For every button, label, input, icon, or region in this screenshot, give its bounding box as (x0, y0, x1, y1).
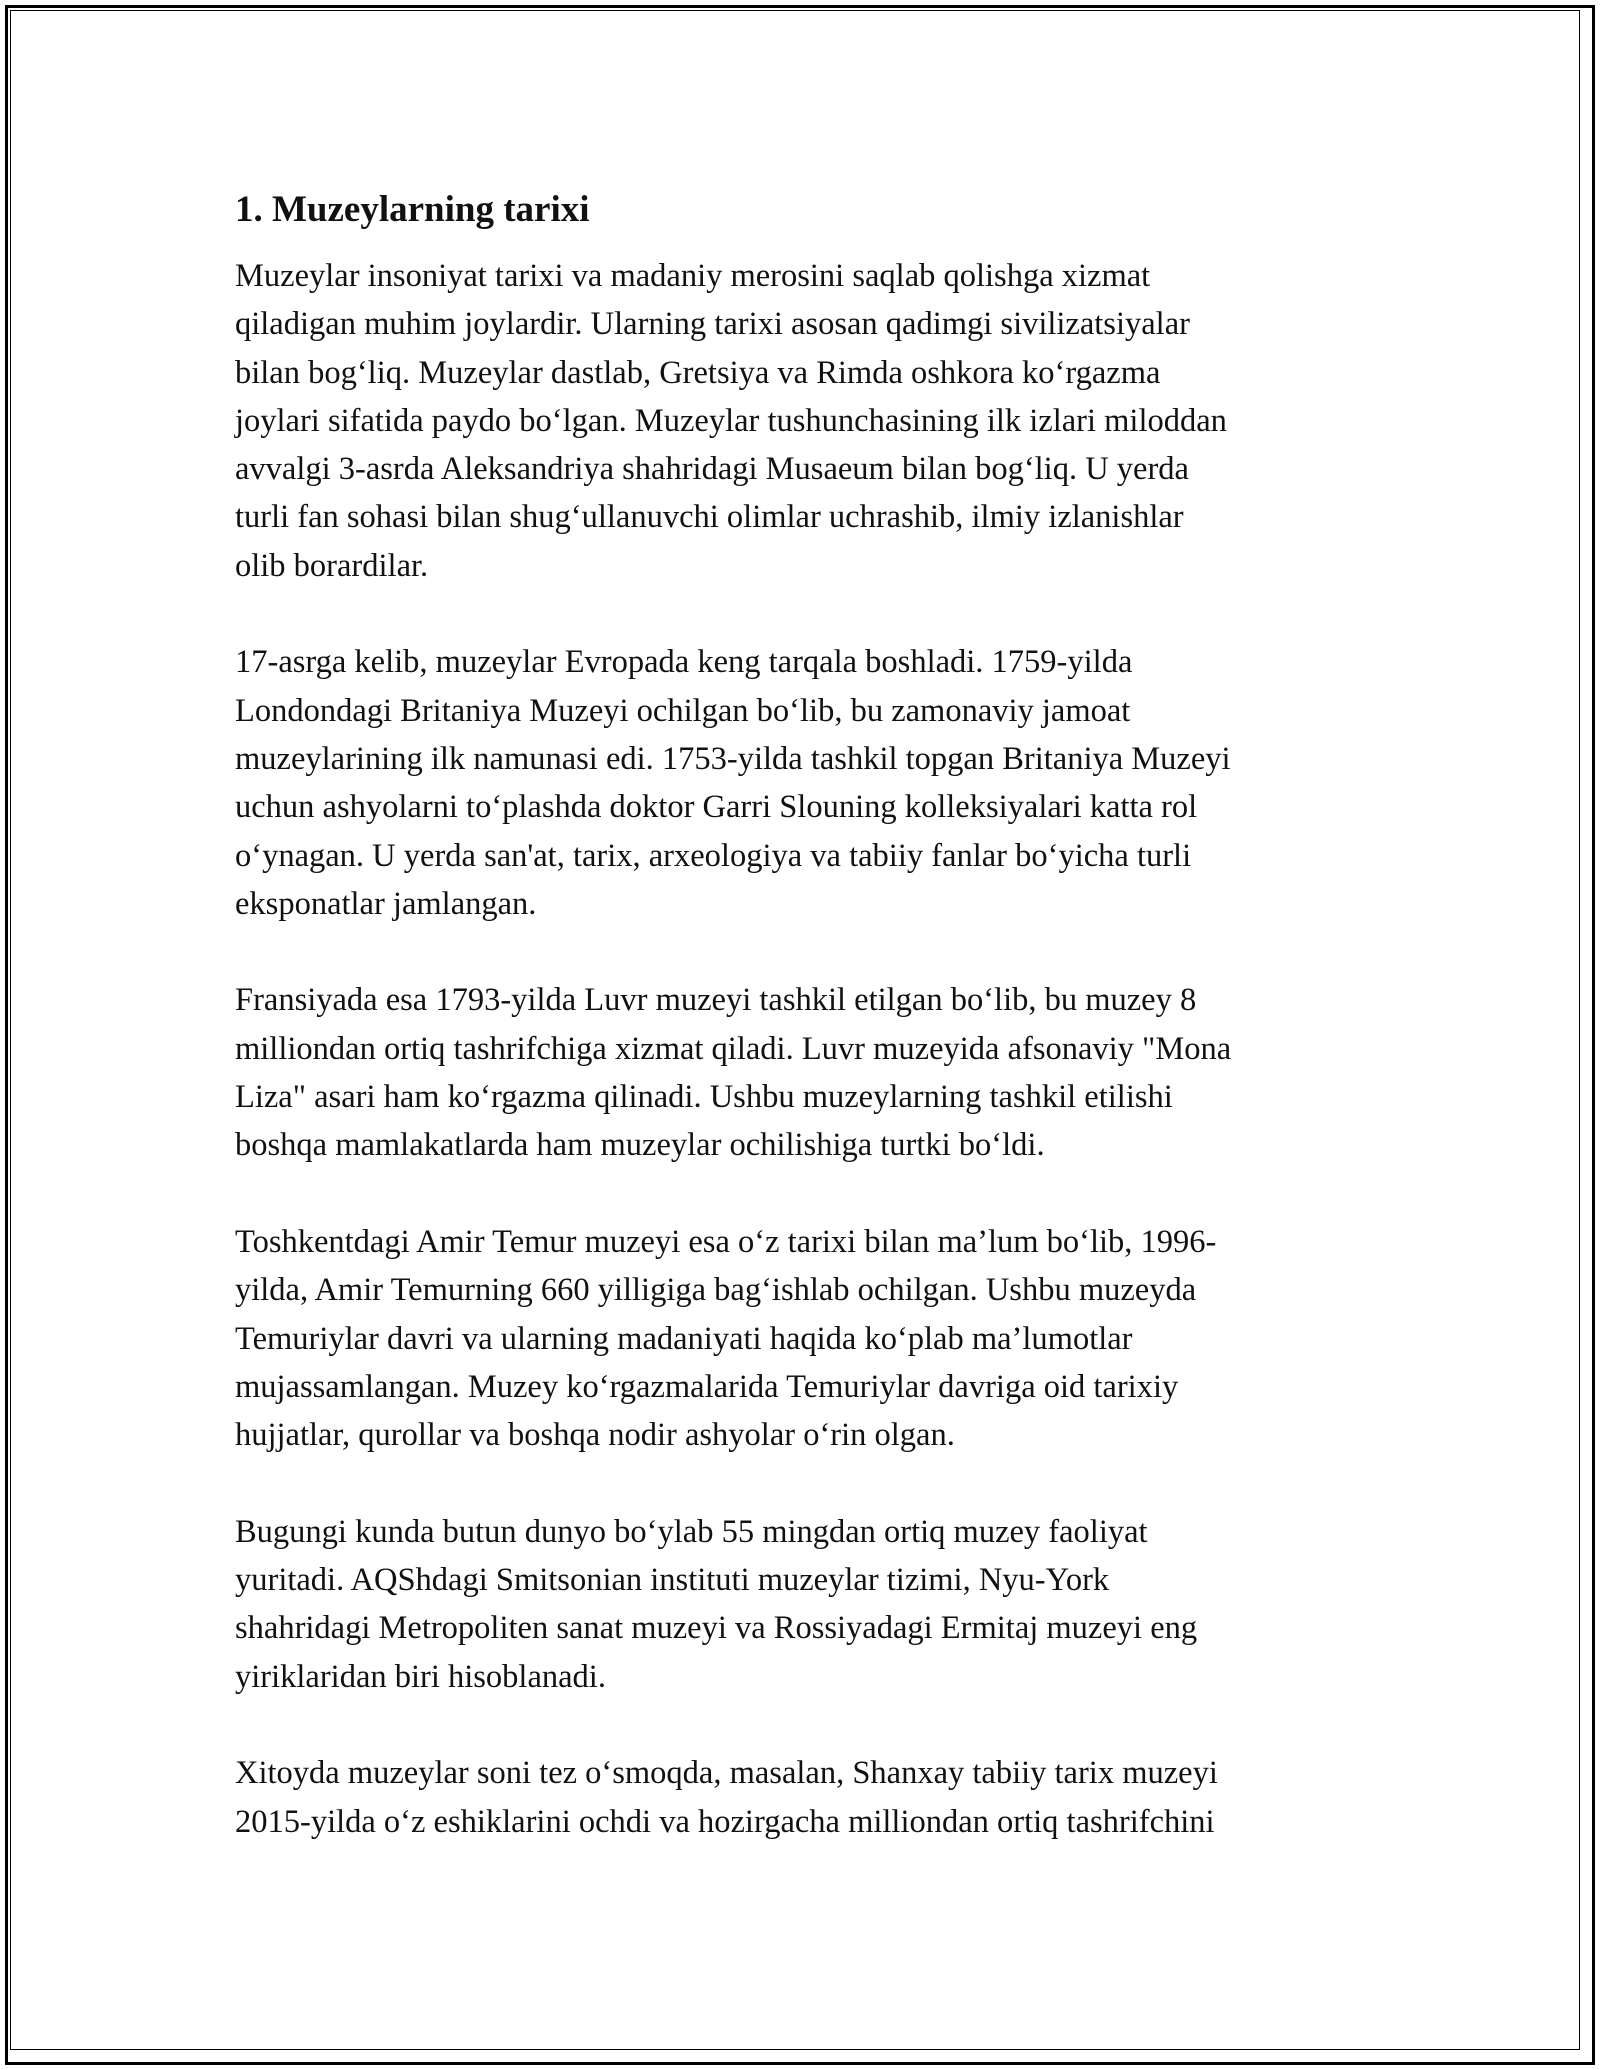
paragraph-5: Bugungi kunda butun dunyo bo‘ylab 55 mingdan ortiq muzey faoliyat yuritadi. AQShdagi Smitsonian instituti muzeylar tizimi, Nyu-York shahridagi Metropoliten sanat muzeyi va Rossiyadagi Ermitaj muzeyi eng yiriklaridan biri hisoblanadi. (235, 1513, 1198, 1695)
section-heading: 1. Muzeylarning tarixi (235, 189, 590, 230)
paragraph-6: Xitoyda muzeylar soni tez o‘smoqda, masalan, Shanxay tabiiy tarix muzeyi 2015-yilda o‘z eshiklarini ochdi va hozirgacha milliondan ortiq tashrifchini (235, 1755, 1218, 1840)
paragraph-3: Fransiyada esa 1793-yilda Luvr muzeyi tashkil etilgan bo‘lib, bu muzey 8 milliondan ortiq tashrifchiga xizmat qiladi. Luvr muzeyida afsonaviy "Mona Liza" asari ham ko‘rgazma qilinadi. Ushbu muzeylarning tashkil etilishi boshqa mamlakatlarda ham muzeylar ochilishiga turtki bo‘ldi. (235, 982, 1232, 1164)
paragraph-2: 17-asrga kelib, muzeylar Evropada keng tarqala boshladi. 1759-yilda Londondagi Britaniya Muzeyi ochilgan bo‘lib, bu zamonaviy jamoat muzeylarining ilk namunasi edi. 1753-yilda tashkil topgan Britaniya Muzeyi uchun ashyolarni to‘plashda doktor Garri Slouning kolleksiyalari katta rol o‘ynagan. U yerda san'at, tarix, arxeologiya va tabiiy fanlar bo‘yicha turli eksponatlar jamlangan. (235, 644, 1231, 922)
paragraph-4: Toshkentdagi Amir Temur muzeyi esa o‘z tarixi bilan ma’lum bo‘lib, 1996- yilda, Amir Temurning 660 yilligiga bag‘ishlab ochilgan. Ushbu muzeyda Temuriylar davri va ularning madaniyati haqida ko‘plab ma’lumotlar mujassamlangan. Muzey ko‘rgazmalarida Temuriylar davriga oid tarixiy hujjatlar, qurollar va boshqa nodir ashyolar o‘rin olgan. (235, 1223, 1217, 1454)
paragraph-1: Muzeylar insoniyat tarixi va madaniy merosini saqlab qolishga xizmat qiladigan muhim joylardir. Ularning tarixi asosan qadimgi sivilizatsiyalar bilan bog‘liq. Muzeylar dastlab, Gretsiya va Rimda oshkora ko‘rgazma joylari sifatida paydo bo‘lgan. Muzeylar tushunchasining ilk izlari miloddan avvalgi 3-asrda Aleksandriya shahridagi Musaeum bilan bog‘liq. U yerda turli fan sohasi bilan shug‘ullanuvchi olimlar uchrashib, ilmiy izlanishlar olib borardilar. (235, 258, 1227, 584)
document-body (235, 186, 1365, 1894)
